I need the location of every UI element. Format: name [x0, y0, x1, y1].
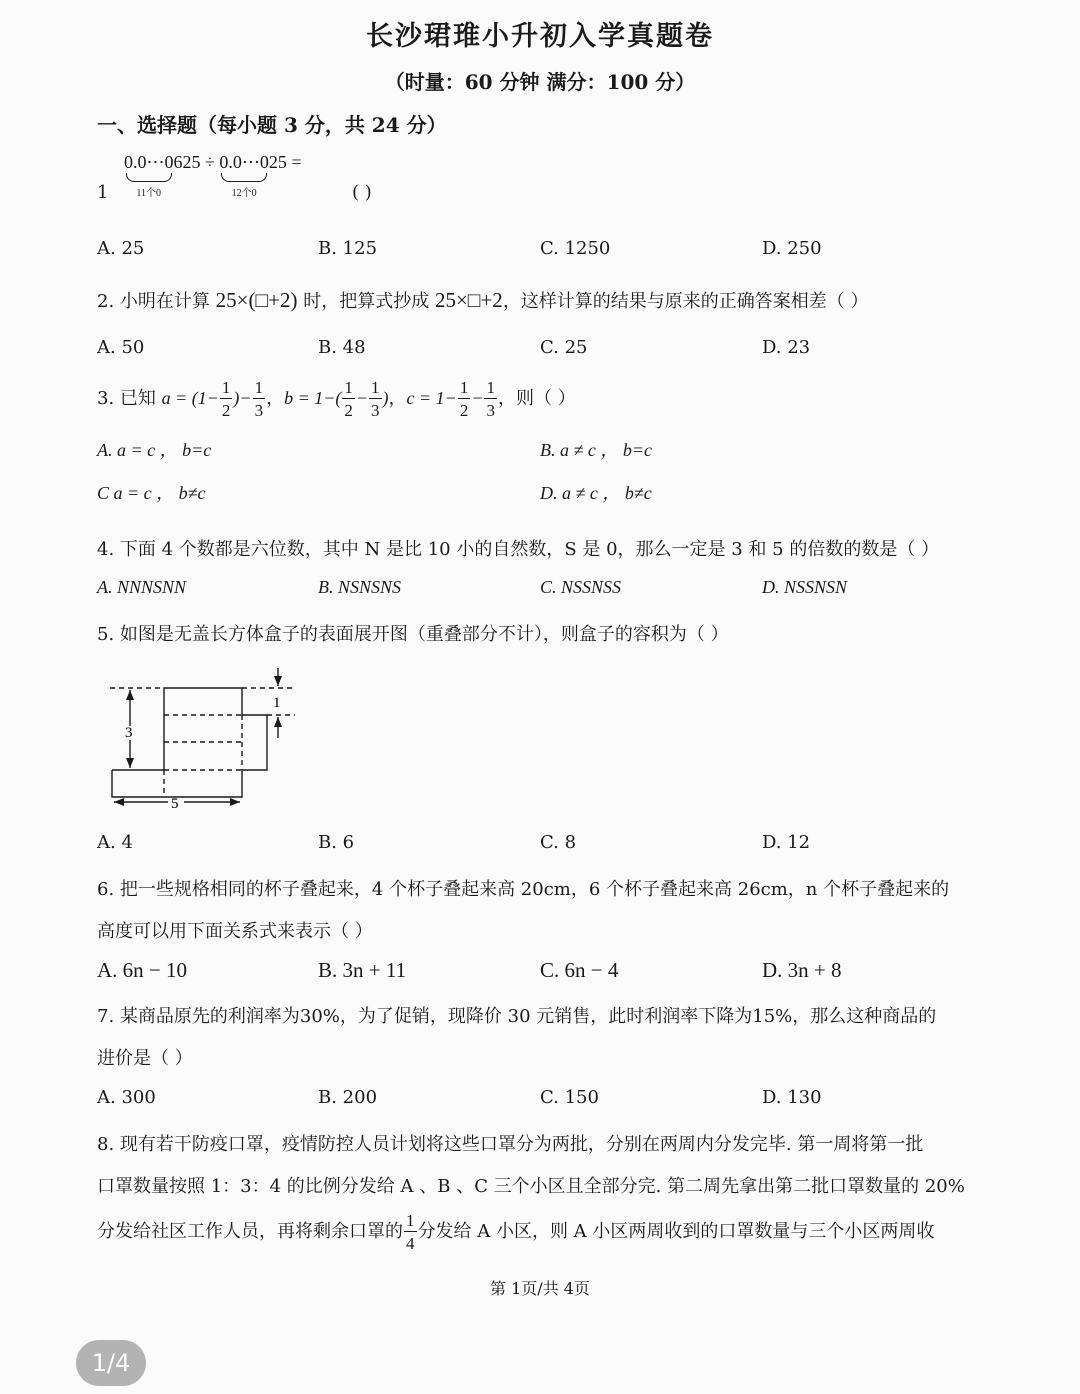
q1-right-zeros: 0.0⋯0 12个0 — [219, 152, 269, 199]
q7-option-c[interactable]: C. 150 — [540, 1087, 599, 1108]
arrow-head — [274, 676, 282, 686]
height-label: 3 — [125, 725, 133, 741]
q7-option-b[interactable]: B. 200 — [318, 1087, 378, 1108]
q4-stem: 4. 下面 4 个数都是六位数，其中 N 是比 10 小的自然数，S 是 0，那么一定是 3 和 5 的倍数的数是（ ） — [97, 539, 940, 560]
q5-stem: 5. 如图是无盖长方体盒子的表面展开图（重叠部分不计），则盒子的容积为（ ） — [97, 624, 729, 645]
q8-stem-line3: 分发给社区工作人员，再将剩余口罩的 $\frac{1}{4}$ 分发给 A 小区，则 A 小区两周收到的口罩数量与三个小区两周收 — [97, 1211, 935, 1253]
q6-option-b[interactable]: B. 3n + 11 — [318, 958, 407, 982]
q8-stem-line2: 口罩数量按照 1：3：4 的比例分发给 A 、B 、C 三个小区且全部分完. 第二周先拿出第二批口罩数量的 20% — [97, 1176, 965, 1197]
q5-option-b[interactable]: B. 6 — [318, 832, 355, 853]
q5-option-d[interactable]: D. 12 — [762, 832, 811, 853]
q3-option-a[interactable]: A. a = c ， b=c — [97, 440, 212, 460]
page-footer: 第 1页/共 4页 — [490, 1279, 590, 1298]
q6-stem-line2: 高度可以用下面关系式来表示（ ） — [97, 921, 373, 942]
q2-option-d[interactable]: D. 23 — [762, 337, 811, 358]
q7-stem-line1: 7. 某商品原先的利润率为30%，为了促销，现降价 30 元销售，此时利润率下降为15%，那么这种商品的 — [97, 1006, 937, 1027]
q4-option-c[interactable]: C. NSSNSS — [540, 577, 622, 597]
q3-stem: 3. 已知 a = (1− $\frac{1}{2}$ )− $\frac{1}{3}$ ，b = 1−( $\frac{1}{2}$ − $\frac{1}{3}$ )，c = 1− $\frac{1}{2}$ − $\frac{1}{3}$ ，则（ ） — [97, 378, 576, 420]
small-label: 1 — [273, 695, 281, 711]
q1-number: 1 — [97, 182, 109, 203]
q1-answer-blank: ( ) — [352, 182, 372, 203]
arrow-head — [274, 717, 282, 727]
q3-option-d[interactable]: D. a ≠ c ， b≠c — [540, 483, 652, 503]
q7-stem-line2: 进价是（ ） — [97, 1048, 193, 1069]
q4-option-a[interactable]: A. NNNSNN — [97, 577, 187, 597]
q2-option-c[interactable]: C. 25 — [540, 337, 588, 358]
q5-option-a[interactable]: A. 4 — [97, 832, 133, 853]
q3-option-b[interactable]: B. a ≠ c ， b=c — [540, 440, 652, 460]
q1-option-c[interactable]: C. 1250 — [540, 238, 611, 259]
q1-option-b[interactable]: B. 125 — [318, 238, 378, 259]
q7-option-a[interactable]: A. 300 — [97, 1087, 156, 1108]
arrow-head — [230, 798, 240, 806]
net-outline — [112, 688, 267, 797]
exam-title: 长沙珺琟小升初入学真题卷 — [366, 21, 714, 52]
q1-left-zeros: 0.0⋯0 11个0 — [124, 152, 174, 199]
q1-expression: 0.0⋯0 11个0 625 ÷ 0.0⋯0 12个0 25 = — [124, 152, 302, 199]
q6-stem-line1: 6. 把一些规格相同的杯子叠起来，4 个杯子叠起来高 20cm，6 个杯子叠起来高 26cm，n 个杯子叠起来的 — [97, 879, 950, 900]
q6-option-d[interactable]: D. 3n + 8 — [762, 958, 842, 982]
q2-option-a[interactable]: A. 50 — [97, 337, 145, 358]
arrow-head — [126, 758, 134, 768]
q5-net-figure — [100, 660, 310, 820]
exam-subtitle: （时量：60 分钟 满分：100 分） — [384, 70, 696, 94]
q3-option-c[interactable]: C a = c ， b≠c — [97, 483, 206, 503]
section-heading: 一、选择题（每小题 3 分，共 24 分） — [97, 113, 447, 137]
q4-option-b[interactable]: B. NSNSNS — [318, 577, 402, 597]
q1-option-a[interactable]: A. 25 — [97, 238, 145, 259]
q7-option-d[interactable]: D. 130 — [762, 1087, 822, 1108]
q2-option-b[interactable]: B. 48 — [318, 337, 366, 358]
q6-option-c[interactable]: C. 6n − 4 — [540, 958, 619, 982]
q5-option-c[interactable]: C. 8 — [540, 832, 577, 853]
q6-option-a[interactable]: A. 6n − 10 — [97, 958, 188, 982]
width-label: 5 — [171, 796, 179, 812]
q1-option-d[interactable]: D. 250 — [762, 238, 822, 259]
arrow-head — [114, 798, 124, 806]
page-indicator[interactable]: 1/4 — [76, 1340, 146, 1386]
q4-option-d[interactable]: D. NSSNSN — [762, 577, 848, 597]
q2-stem: 2. 小明在计算 25×(□+2) 时，把算式抄成 25×□+2，这样计算的结果与原来的正确答案相差（ ） — [97, 288, 869, 312]
arrow-head — [126, 690, 134, 700]
q8-stem-line1: 8. 现有若干防疫口罩，疫情防控人员计划将这些口罩分为两批，分别在两周内分发完毕. 第一周将第一批 — [97, 1134, 924, 1155]
